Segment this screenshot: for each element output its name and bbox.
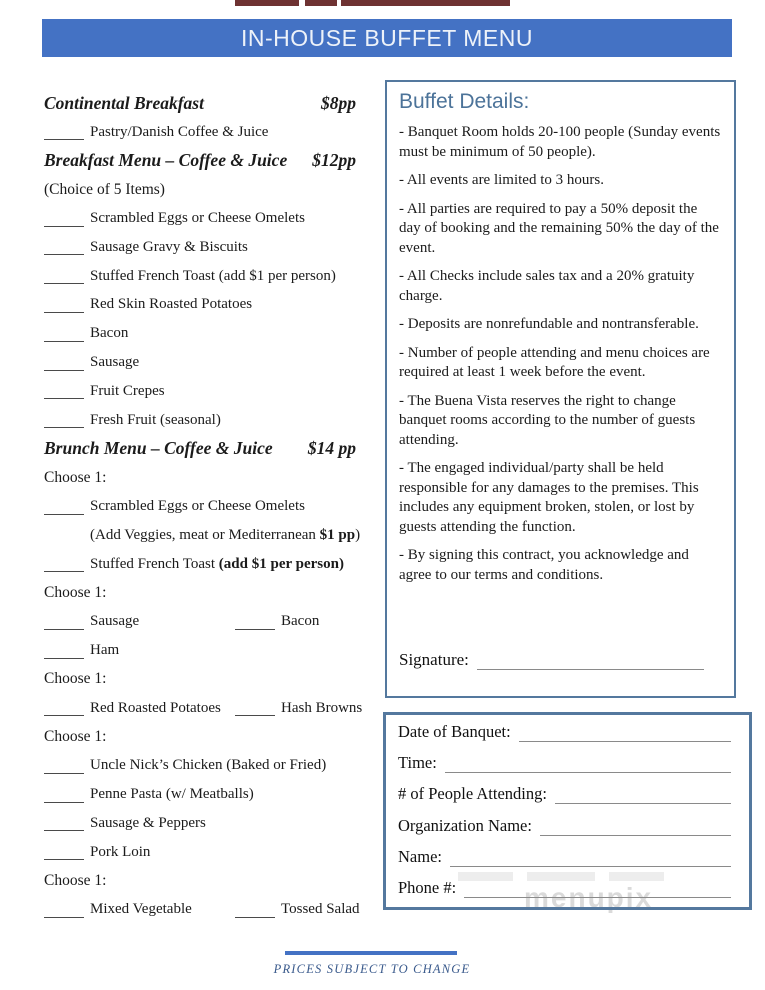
menupix-watermark: menupix	[524, 882, 654, 913]
menu-left-cell	[44, 613, 235, 630]
fill-in-blank-line	[44, 556, 84, 572]
form-blank-line	[519, 724, 731, 742]
menu-row	[44, 377, 356, 406]
menu-row	[44, 89, 356, 118]
form-field-label: Organization Name:	[398, 815, 532, 835]
form-field-label: Phone #:	[398, 877, 457, 897]
menu-item-label: Scrambled Eggs or Cheese Omelets	[90, 498, 305, 515]
menu-row	[44, 809, 356, 838]
menu-item-bold-label: (add $1 per person)	[218, 555, 344, 572]
details-paragraph: - Number of people attending and menu choices are required at least 1 week before the event.	[399, 344, 710, 380]
form-row	[398, 816, 737, 836]
menu-row	[44, 406, 356, 435]
menu-note: (Choice of 5 Items)	[44, 180, 165, 198]
menu-row	[44, 435, 356, 464]
fill-in-blank-line	[44, 239, 84, 255]
signature-label: Signature:	[399, 650, 469, 669]
menu-item-label: Stuffed French Toast (add $1 per person)	[90, 555, 344, 572]
form-row	[398, 847, 737, 867]
menu-item-label: Scrambled Eggs or Cheese Omelets	[90, 210, 305, 227]
menu-row	[44, 550, 356, 579]
menu-row	[44, 521, 361, 550]
form-field-label: Time:	[398, 753, 437, 773]
menu-row	[44, 291, 356, 320]
menu-row	[44, 204, 356, 233]
menu-note: Choose 1:	[44, 871, 107, 889]
details-paragraph: - All Checks include sales tax and a 20% gratuity charge.	[399, 268, 695, 304]
menu-row	[44, 147, 356, 176]
footer-notice: PRICES SUBJECT TO CHANGE	[273, 962, 471, 976]
menu-row	[44, 636, 356, 665]
fill-in-blank-line	[44, 326, 84, 342]
menu-row	[44, 694, 363, 723]
details-paragraph: - By signing this contract, you acknowledge and agree to our terms and conditions.	[399, 547, 689, 583]
menu-item-label: Fresh Fruit (seasonal)	[90, 411, 221, 428]
menu-row	[44, 838, 356, 867]
menu-row	[44, 233, 356, 262]
menu-row	[44, 607, 356, 636]
menu-item-label: Red Skin Roasted Potatoes	[90, 296, 253, 313]
menu-row	[44, 665, 356, 694]
menu-row	[44, 348, 356, 377]
details-paragraph: - All parties are required to pay a 50% deposit the day of booking and the remaining 50% the day of the event.	[399, 200, 719, 256]
menu-item-label: Sausage & Peppers	[90, 814, 206, 831]
menu-section-title: Brunch Menu – Coffee & Juice	[44, 438, 273, 459]
menu-item-label: Sausage Gravy & Biscuits	[90, 238, 248, 255]
fill-in-blank-line	[44, 844, 84, 860]
fill-in-blank-line	[44, 614, 84, 630]
form-blank-line	[450, 848, 731, 866]
menu-left-cell	[44, 700, 235, 717]
form-row	[398, 722, 737, 742]
fill-in-blank-line	[44, 643, 84, 659]
menu-item-label: Uncle Nick’s Chicken (Baked or Fried)	[90, 757, 327, 774]
form-row	[398, 878, 737, 898]
fill-in-blank-line	[44, 787, 84, 803]
menu-row	[44, 262, 356, 291]
fill-in-blank-line	[44, 758, 84, 774]
menu-section-title: Breakfast Menu – Coffee & Juice	[44, 150, 288, 171]
buffet-details-box	[385, 80, 736, 698]
menu-item-label: Sausage	[90, 354, 140, 371]
footer-divider	[285, 951, 457, 955]
menu-item-label: Bacon	[281, 613, 320, 630]
menu-item-bold-label: $1 pp	[319, 526, 356, 543]
menu-row	[44, 175, 356, 204]
menu-row	[44, 579, 356, 608]
menu-section-price: $14 pp	[307, 438, 356, 459]
menu-note: Choose 1:	[44, 583, 107, 601]
form-blank-line	[555, 786, 731, 804]
fill-in-blank-line	[235, 902, 275, 918]
form-field-label: # of People Attending:	[398, 784, 547, 804]
fill-in-blank-line	[44, 700, 84, 716]
menu-item-label: Tossed Salad	[281, 901, 360, 918]
menu-item-label: Ham	[90, 642, 120, 659]
menu-item-label: Hash Browns	[281, 699, 363, 716]
form-blank-line	[464, 880, 731, 898]
top-edge-remnant	[341, 0, 510, 6]
details-heading: Buffet Details:	[399, 90, 530, 113]
menu-row	[44, 118, 356, 147]
menu-section-title: Continental Breakfast	[44, 92, 204, 113]
menu-section-price: $12pp	[312, 150, 356, 171]
top-edge-remnant	[305, 0, 337, 6]
details-paragraph: - Deposits are nonrefundable and nontransferable.	[399, 316, 699, 332]
menu-item-label: Sausage	[90, 613, 140, 630]
menu-item-label: Pastry/Danish Coffee & Juice	[90, 123, 269, 140]
fill-in-blank-line	[44, 499, 84, 515]
menu-row	[44, 463, 356, 492]
menu-item-label: Penne Pasta (w/ Meatballs)	[90, 786, 254, 803]
menu-item-label: Pork Loin	[90, 843, 151, 860]
fill-in-blank-line	[44, 815, 84, 831]
fill-in-blank-line	[235, 700, 275, 716]
banquet-form-box	[383, 712, 752, 910]
fill-in-blank-line	[235, 614, 275, 630]
form-row	[398, 753, 737, 773]
menu-row	[44, 751, 356, 780]
form-row	[398, 784, 737, 804]
menu-item-label: (Add Veggies, meat or Mediterranean $1 pp)	[90, 526, 361, 543]
top-edge-remnant	[235, 0, 299, 6]
fill-in-blank-line	[44, 412, 84, 428]
form-field-label: Name:	[398, 846, 442, 866]
menu-note: Choose 1:	[44, 468, 107, 486]
menu-row	[44, 492, 356, 521]
menu-item-label: Red Roasted Potatoes	[90, 699, 221, 716]
details-paragraph: - The Buena Vista reserves the right to change banquet rooms according to the number of guests attending.	[399, 392, 696, 448]
signature-line	[477, 651, 704, 670]
menu-row	[44, 895, 360, 924]
title-banner	[42, 19, 732, 57]
menu-note: Choose 1:	[44, 670, 107, 688]
menu-row	[44, 780, 356, 809]
menu-item-label: Stuffed French Toast (add $1 per person)	[90, 267, 336, 284]
signature-row	[399, 650, 722, 670]
menu-row	[44, 319, 356, 348]
menu-row	[44, 723, 356, 752]
menu-item-label: Bacon	[90, 325, 129, 342]
fill-in-blank-line	[44, 211, 84, 227]
details-paragraph: - The engaged individual/party shall be held responsible for any damages to the premises. This includes any equipment broken, stolen, or lost by guests attending the function.	[399, 460, 699, 535]
menu-left-cell	[44, 901, 235, 918]
menu-column	[44, 89, 363, 924]
menu-section-price: $8pp	[321, 92, 356, 113]
menu-note: Choose 1:	[44, 727, 107, 745]
page-title: IN-HOUSE BUFFET MENU	[241, 24, 533, 51]
fill-in-blank-line	[44, 268, 84, 284]
fill-in-blank-line	[44, 355, 84, 371]
menu-item-label: Mixed Vegetable	[90, 901, 192, 918]
fill-in-blank-line	[44, 383, 84, 399]
fill-in-blank-line	[44, 902, 84, 918]
menu-item-label: Fruit Crepes	[90, 382, 165, 399]
form-field-label: Date of Banquet:	[398, 722, 511, 741]
details-paragraph: - Banquet Room holds 20-100 people (Sunday events must be minimum of 50 people).	[399, 124, 721, 160]
details-paragraphs	[399, 123, 722, 585]
details-paragraph: - All events are limited to 3 hours.	[399, 172, 604, 188]
fill-in-blank-line	[44, 297, 84, 313]
menu-row	[44, 867, 356, 896]
form-blank-line	[540, 817, 731, 835]
form-blank-line	[445, 755, 731, 773]
fill-in-blank-line	[44, 124, 84, 140]
